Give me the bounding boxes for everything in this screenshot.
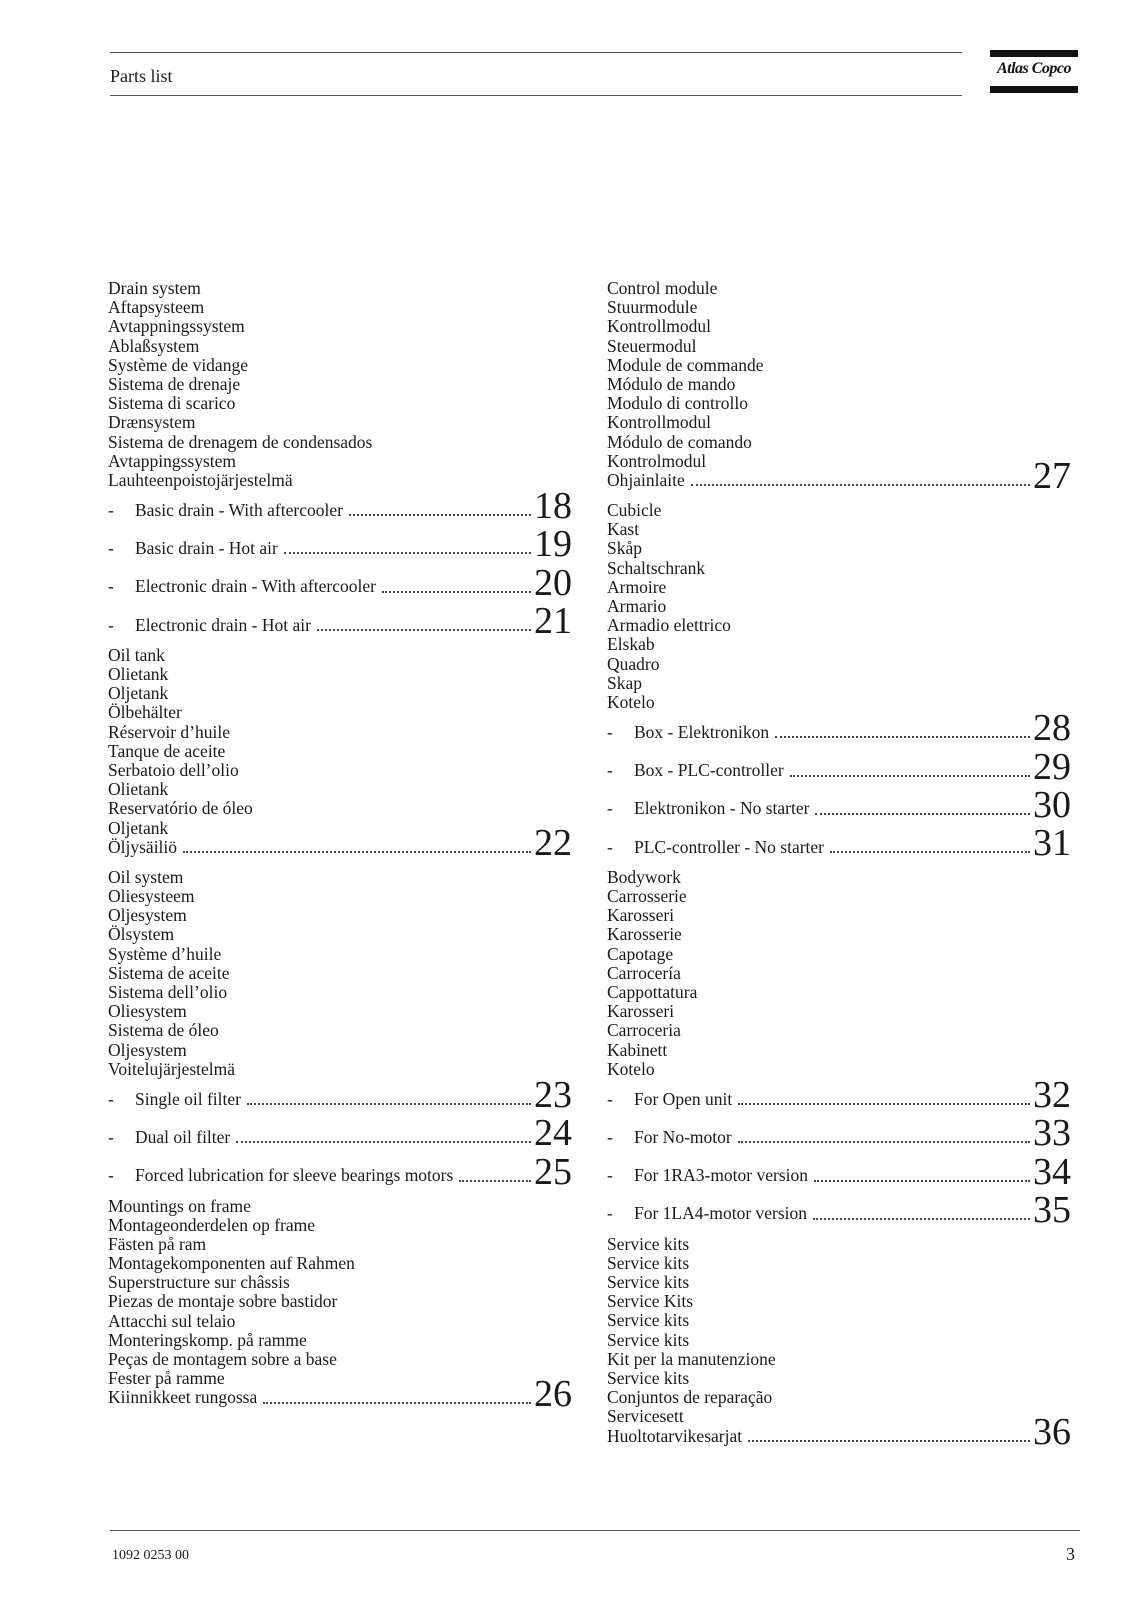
section-title-line: Sistema dell’olio: [108, 982, 228, 1002]
dot-leader: [790, 774, 1030, 777]
section-title-line: Karosseri: [607, 1001, 675, 1022]
section-title-line: Skap: [607, 672, 642, 693]
entry-label: Electronic drain - With aftercooler: [135, 576, 376, 597]
toc-section: [108, 279, 572, 490]
entry-label: Box - Elektronikon: [634, 722, 770, 743]
entry-dash: -: [108, 576, 114, 597]
section-title-line: Module de commande: [607, 354, 764, 375]
section-title-line: Armario: [607, 596, 667, 616]
toc-entry[interactable]: [607, 1150, 1071, 1193]
section-title-line: Drain system: [108, 278, 201, 298]
dot-leader: [738, 1140, 1030, 1143]
section-title-line: Voitelujärjestelmä: [108, 1058, 236, 1079]
section-title-line: Ölbehälter: [108, 702, 182, 723]
toc-entry[interactable]: [607, 707, 1071, 750]
dot-leader: [815, 812, 1030, 815]
entry-page-number: 20: [534, 561, 572, 604]
section-title-line: Kotelo: [607, 1058, 655, 1079]
toc-entry[interactable]: [108, 599, 572, 642]
section-title-line: Oil system: [108, 866, 184, 887]
toc-subentries: [607, 707, 1071, 864]
logo-text: Atlas Copco: [996, 60, 1072, 77]
section-title-line: Cappottatura: [607, 982, 698, 1002]
header-rule-top: [110, 52, 962, 53]
section-title-line: Tanque de aceite: [108, 740, 226, 761]
section-title-line: Sistema di scarico: [108, 393, 236, 414]
entry-page-number: 26: [534, 1372, 572, 1415]
entry-dash: -: [108, 1127, 114, 1148]
logo-bar-top: [990, 50, 1078, 57]
dot-leader: [813, 1217, 1030, 1220]
toc-entry[interactable]: [607, 745, 1071, 788]
atlas-copco-logo: [990, 50, 1078, 94]
section-title-line: Reservatório de óleo: [108, 798, 253, 819]
entry-dash: -: [607, 722, 613, 743]
entry-page-number: 27: [1033, 455, 1071, 498]
section-title-line: Cubicle: [607, 500, 662, 521]
section-title-line: Sistema de drenaje: [108, 373, 241, 394]
entry-page-number: 21: [534, 599, 572, 642]
section-title-line: Kontrolmodul: [607, 450, 707, 471]
section-title-line: Oliesystem: [108, 1001, 187, 1022]
section-title-line: Carrosserie: [607, 886, 687, 907]
toc-subentries: [108, 1074, 572, 1193]
section-title-line: Attacchi sul telaio: [108, 1310, 236, 1331]
section-title-line: Skåp: [607, 538, 642, 559]
section-title-line: Kabinett: [607, 1039, 668, 1060]
section-title-line: Kontrollmodul: [607, 316, 712, 337]
section-title-line: Módulo de mando: [607, 373, 736, 394]
section-title-line: Carroceria: [607, 1020, 681, 1041]
entry-label: PLC-controller - No starter: [634, 836, 825, 857]
section-title-line: Armadio elettrico: [607, 615, 731, 636]
entry-dash: -: [607, 798, 613, 819]
entry-label: Elektronikon - No starter: [634, 798, 810, 819]
dot-leader: [691, 483, 1030, 486]
section-title-line: Ablaßsystem: [108, 335, 200, 356]
toc-entry[interactable]: [108, 561, 572, 604]
toc-entry[interactable]: [607, 1112, 1071, 1155]
section-title-line: Oil tank: [108, 644, 165, 665]
section-title-line: Oljetank: [108, 817, 169, 838]
entry-page-number: 31: [1033, 821, 1071, 864]
section-title-line: Olietank: [108, 779, 169, 800]
entry-dash: -: [607, 1203, 613, 1224]
entry-page-number: 29: [1033, 745, 1071, 788]
section-title-line: Kotelo: [607, 691, 655, 712]
section-title-line: Elskab: [607, 634, 655, 655]
section-title-line: Mountings on frame: [108, 1195, 251, 1216]
section-title-line: Réservoir d’huile: [108, 721, 230, 742]
section-title-line: Oljesystem: [108, 1039, 187, 1060]
section-title-line: Oljesystem: [108, 905, 187, 926]
section-title-line: Olietank: [108, 664, 169, 684]
section-title-line: Servicesett: [607, 1406, 684, 1427]
entry-label: Single oil filter: [135, 1088, 241, 1109]
footer-rule: [110, 1530, 1080, 1531]
entry-label: Electronic drain - Hot air: [135, 614, 311, 635]
section-title-line: Control module: [607, 278, 718, 298]
section-title-line: Oljetank: [108, 683, 169, 704]
toc-column-left: [108, 279, 572, 1419]
entry-dash: -: [607, 836, 613, 857]
entry-dash: -: [607, 760, 613, 781]
toc-entry[interactable]: [607, 1074, 1071, 1117]
entry-label: For 1LA4-motor version: [634, 1203, 808, 1224]
section-title-line: Kontrollmodul: [607, 412, 712, 433]
entry-label: Huoltotarvikesarjat: [607, 1425, 743, 1446]
entry-label: Forced lubrication for sleeve bearings motors: [135, 1165, 454, 1186]
section-title-line: Fester på ramme: [108, 1368, 225, 1389]
entry-label: Basic drain - Hot air: [135, 538, 278, 559]
entry-label: Basic drain - With aftercooler: [135, 500, 343, 521]
dot-leader: [183, 850, 531, 853]
toc-subentries: [607, 1074, 1071, 1231]
toc-entry[interactable]: [108, 1074, 572, 1117]
section-title-line: Sistema de óleo: [108, 1020, 219, 1041]
toc-section: [607, 868, 1071, 1079]
entry-dash: -: [607, 1127, 613, 1148]
dot-leader: [382, 590, 531, 593]
section-title-line: Service Kits: [607, 1291, 694, 1312]
toc-section: [108, 868, 572, 1079]
section-title-line: Fästen på ram: [108, 1233, 207, 1254]
section-title-line: Karosseri: [607, 905, 675, 926]
toc-entry[interactable]: [108, 523, 572, 566]
toc-section: [607, 501, 1071, 712]
toc-entry[interactable]: [108, 485, 572, 528]
section-title-line: Montageonderdelen op frame: [108, 1214, 316, 1235]
toc-entry[interactable]: [108, 1112, 572, 1155]
section-title-line: Drænsystem: [108, 412, 196, 433]
section-title-line: Oliesysteem: [108, 886, 195, 907]
toc-section: [108, 644, 572, 864]
dot-leader: [814, 1179, 1030, 1182]
entry-dash: -: [108, 1088, 114, 1109]
entry-label: For 1RA3-motor version: [634, 1165, 809, 1186]
entry-page-number: 22: [534, 821, 572, 864]
section-title-line: Karosserie: [607, 924, 682, 945]
section-title-line: Capotage: [607, 943, 674, 964]
dot-leader: [738, 1102, 1030, 1105]
section-title-line: Quadro: [607, 653, 660, 674]
toc-entry[interactable]: [607, 783, 1071, 826]
entry-page-number: 24: [534, 1112, 572, 1155]
section-title-line: Stuurmodule: [607, 297, 698, 318]
section-title-line: Schaltschrank: [607, 557, 706, 578]
section-title-line: Ölsystem: [108, 924, 175, 945]
entry-label: Box - PLC-controller: [634, 760, 784, 781]
section-title-line: Avtappningssystem: [108, 316, 245, 337]
section-title-line: Service kits: [607, 1368, 690, 1388]
section-title-line: Avtappingssystem: [108, 450, 237, 471]
section-title-line: Système de vidange: [108, 354, 248, 375]
entry-page-number: 30: [1033, 783, 1071, 826]
section-title-line: Serbatoio dell’olio: [108, 759, 239, 780]
section-title-line: Piezas de montaje sobre bastidor: [108, 1291, 338, 1312]
dot-leader: [284, 551, 531, 554]
entry-page-number: 23: [534, 1074, 572, 1117]
entry-page-number: 34: [1033, 1150, 1071, 1193]
section-title-line: Service kits: [607, 1252, 690, 1273]
section-title-line: Service kits: [607, 1310, 690, 1331]
page-number: 3: [1066, 1544, 1075, 1564]
dot-leader: [317, 628, 531, 631]
section-title-line: Système d’huile: [108, 943, 222, 964]
section-title-line: Peças de montagem sobre a base: [108, 1349, 337, 1369]
toc-entry[interactable]: [108, 1150, 572, 1193]
section-title-line: Kit per la manutenzione: [607, 1348, 776, 1369]
entry-page-number: 36: [1033, 1410, 1071, 1453]
entry-label: Ohjainlaite: [607, 469, 685, 490]
entry-dash: -: [607, 1088, 613, 1109]
dot-leader: [459, 1179, 531, 1182]
document-number: 1092 0253 00: [112, 1548, 189, 1563]
dot-leader: [236, 1140, 531, 1143]
dot-leader: [775, 735, 1030, 738]
toc-section: [607, 278, 1071, 498]
dot-leader: [830, 850, 1030, 853]
entry-dash: -: [108, 538, 114, 559]
entry-dash: -: [108, 614, 114, 635]
section-title-line: Conjuntos de reparação: [607, 1387, 773, 1408]
entry-page-number: 35: [1033, 1188, 1071, 1231]
entry-page-number: 33: [1033, 1112, 1071, 1155]
section-title-line: Service kits: [607, 1233, 690, 1254]
entry-label: For Open unit: [634, 1088, 733, 1109]
section-title-line: Montagekomponenten auf Rahmen: [108, 1253, 355, 1274]
entry-page-number: 18: [534, 485, 572, 528]
section-title-line: Modulo di controllo: [607, 393, 748, 414]
section-title-line: Carrocería: [607, 962, 681, 983]
entry-page-number: 28: [1033, 707, 1071, 750]
header-rule-bottom: [110, 95, 962, 96]
section-title-line: Kast: [607, 519, 640, 540]
section-title-line: Bodywork: [607, 866, 681, 887]
section-title-line: Armoire: [607, 576, 667, 597]
page-header-title: Parts list: [110, 66, 173, 86]
section-title-line: Lauhteenpoistojärjestelmä: [108, 469, 293, 490]
section-title-line: Módulo de comando: [607, 431, 752, 452]
dot-leader: [349, 513, 531, 516]
entry-page-number: 25: [534, 1150, 572, 1193]
section-title-line: Monteringskomp. på ramme: [108, 1329, 307, 1350]
toc-section: [607, 1233, 1071, 1453]
entry-dash: -: [108, 1165, 114, 1186]
toc-entry[interactable]: [607, 821, 1071, 864]
entry-page-number: 32: [1033, 1074, 1071, 1117]
section-title-line: Sistema de drenagem de condensados: [108, 431, 373, 452]
section-title-line: Sistema de aceite: [108, 962, 230, 983]
section-title-line: Steuermodul: [607, 335, 697, 356]
entry-label: Dual oil filter: [135, 1127, 231, 1148]
section-title-line: Service kits: [607, 1329, 690, 1350]
section-title-line: Service kits: [607, 1272, 690, 1293]
dot-leader: [263, 1401, 531, 1404]
entry-label: Kiinnikkeet rungossa: [108, 1387, 258, 1408]
entry-dash: -: [607, 1165, 613, 1186]
toc-subentries: [108, 485, 572, 642]
logo-bar-bottom: [990, 86, 1078, 93]
dot-leader: [748, 1439, 1030, 1442]
toc-entry[interactable]: [607, 1188, 1071, 1231]
toc-column-right: [607, 279, 1071, 1457]
dot-leader: [247, 1102, 531, 1105]
entry-page-number: 19: [534, 523, 572, 566]
entry-dash: -: [108, 500, 114, 521]
section-title-line: Aftapsysteem: [108, 297, 205, 318]
entry-label: For No-motor: [634, 1127, 732, 1148]
entry-label: Öljysäiliö: [108, 836, 178, 857]
toc-section: [108, 1195, 572, 1415]
section-title-line: Superstructure sur châssis: [108, 1272, 290, 1293]
